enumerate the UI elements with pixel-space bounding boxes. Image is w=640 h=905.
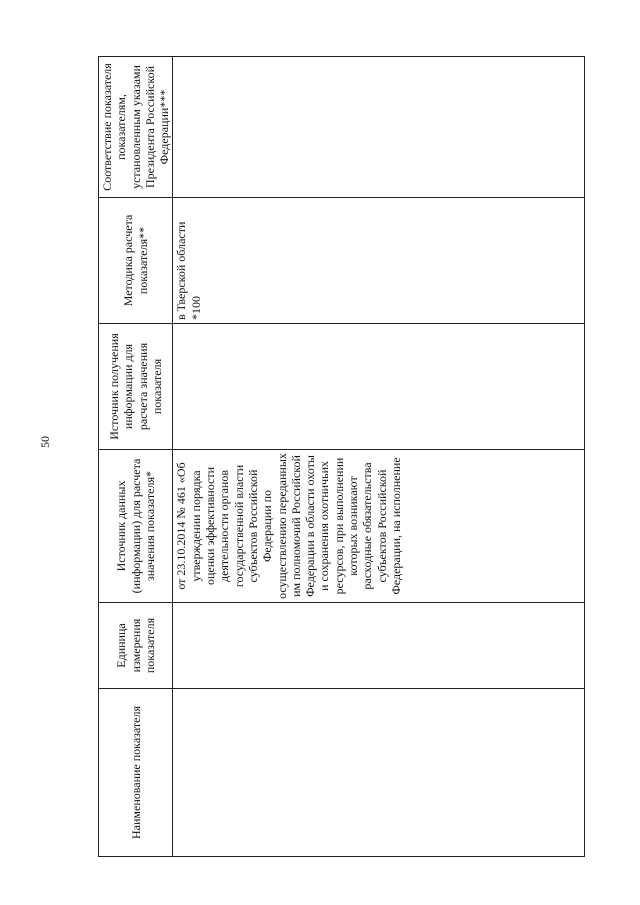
cell-unit [173,603,585,689]
page-number: 50 [38,436,52,448]
cell-indicator-name [173,689,585,857]
rotated-table-container [98,57,585,857]
table-header-row [99,57,173,857]
header-indicator-name: Наименование показателя [99,689,173,857]
header-data-source: Источник данных (информации) для расчета значения показателя* [99,450,173,603]
header-unit: Единица измерения показателя [99,603,173,689]
indicator-table [98,56,585,857]
cell-compliance [173,57,585,198]
header-method: Методика расчета показателя** [99,198,173,324]
header-compliance: Соответствие показателя показателям, установленным указами Президента Российской Федерации*** [99,57,173,198]
cell-data-source: от 23.10.2014 № 461 «Об утверждении порядка оценки эффективности деятельности органов государственной власти субъектов Российской Федерации по осуществлению переданных им полномочий Российской Федерации в области охоты и сохранения охотничьих ресурсов, при выполнении которых возникают расходные обязательства субъектов Российской Федерации, на исполнение [173,450,585,603]
header-info-source: Источник получения информации для расчета значения показателя [99,324,173,450]
cell-method: в Тверской области *100 [173,198,585,324]
cell-info-source [173,324,585,450]
table-row [173,57,585,857]
